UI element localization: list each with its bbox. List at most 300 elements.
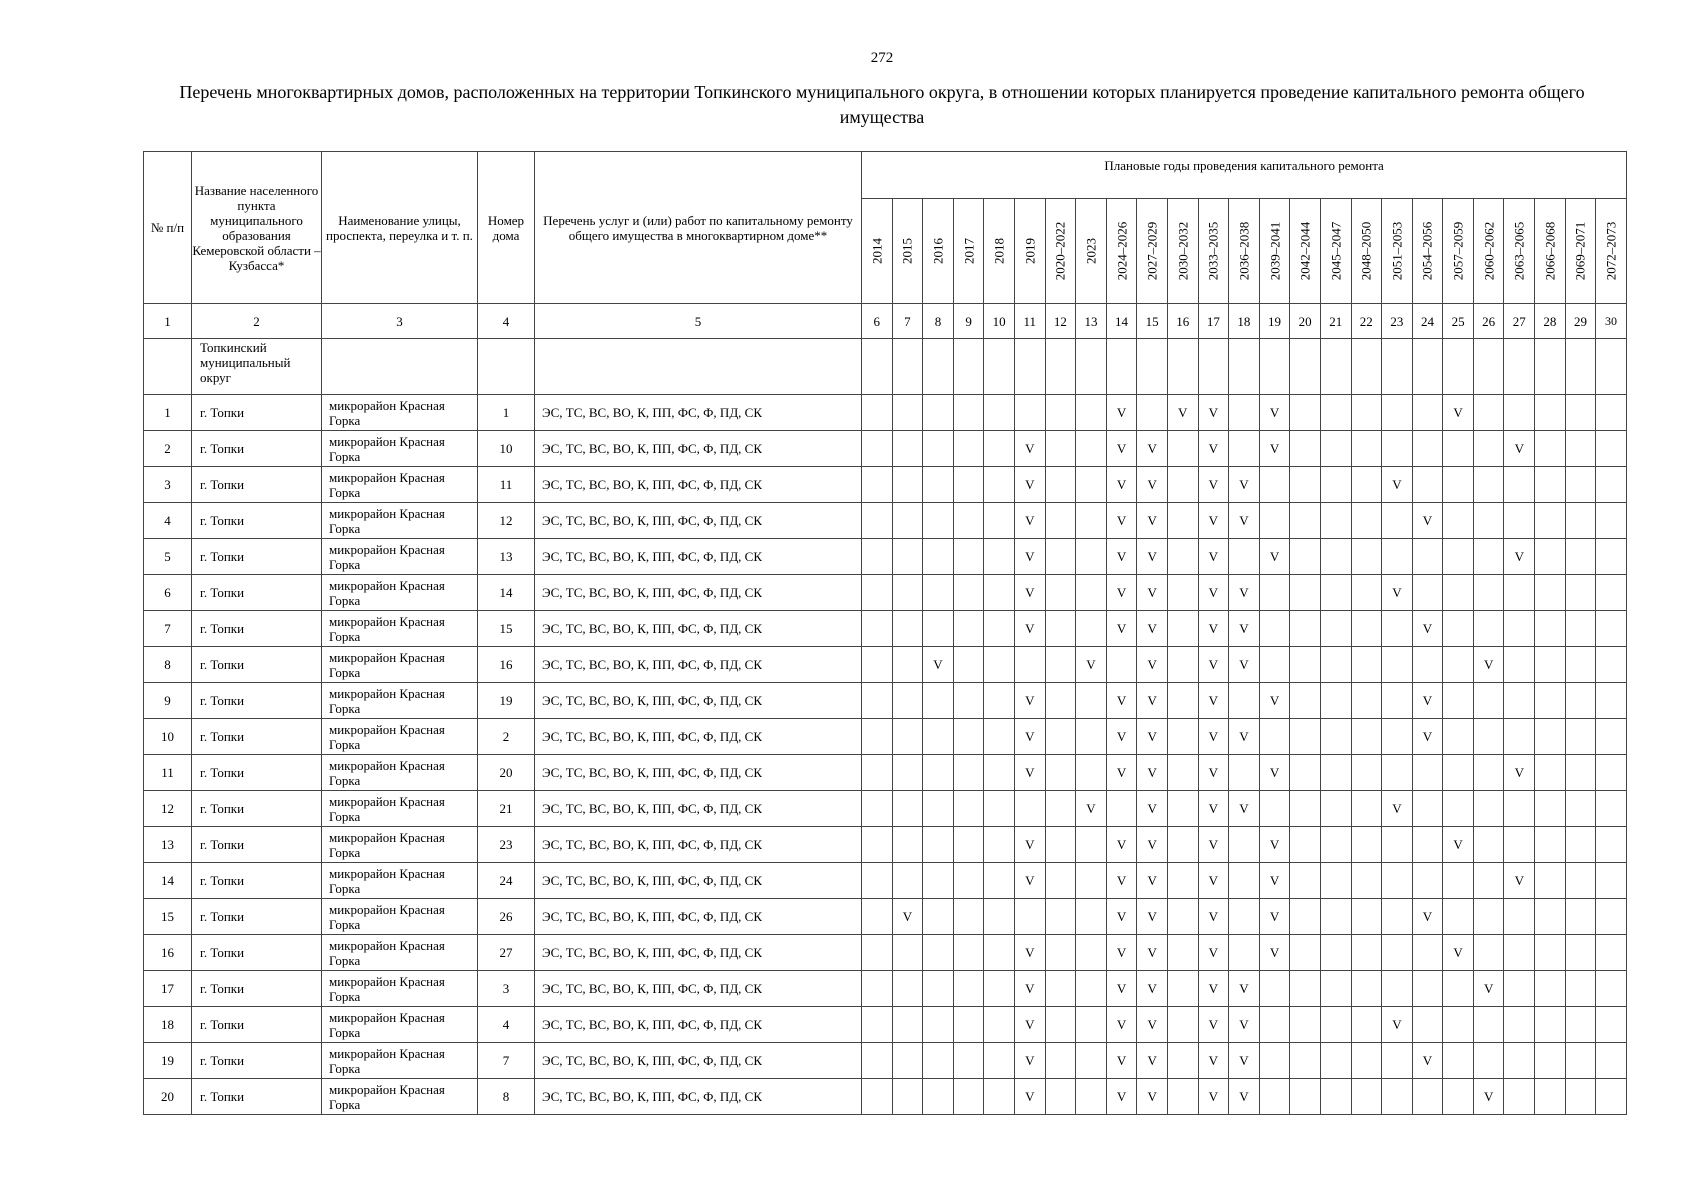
year-cell-empty bbox=[1290, 647, 1321, 683]
year-cell-empty bbox=[1351, 539, 1382, 575]
row-settlement: г. Топки bbox=[192, 503, 322, 539]
empty-cell bbox=[923, 339, 954, 395]
year-cell-empty bbox=[1167, 827, 1198, 863]
year-cell-empty bbox=[1535, 647, 1566, 683]
table-row bbox=[144, 539, 1627, 575]
year-cell-empty bbox=[1229, 755, 1260, 791]
year-cell-empty bbox=[984, 719, 1015, 755]
year-cell-empty bbox=[1412, 1007, 1443, 1043]
column-number: 15 bbox=[1137, 304, 1168, 339]
year-mark: V bbox=[923, 647, 954, 683]
document-title: Перечень многоквартирных домов, расположенных на территории Топкинского муниципального округа, в отношении которых планируется проведение капитального ремонта общего имущества bbox=[179, 82, 1585, 127]
year-mark: V bbox=[1106, 719, 1137, 755]
column-number: 22 bbox=[1351, 304, 1382, 339]
year-mark: V bbox=[1504, 539, 1535, 575]
year-cell-empty bbox=[1382, 503, 1413, 539]
header-year-label: 2014 bbox=[869, 238, 885, 264]
year-cell-empty bbox=[1167, 611, 1198, 647]
year-cell-empty bbox=[1504, 899, 1535, 935]
year-mark: V bbox=[1106, 827, 1137, 863]
row-settlement: г. Топки bbox=[192, 1079, 322, 1115]
row-house-number: 27 bbox=[478, 935, 535, 971]
year-cell-empty bbox=[1535, 755, 1566, 791]
year-cell-empty bbox=[1443, 611, 1474, 647]
year-cell-empty bbox=[1167, 719, 1198, 755]
year-cell-empty bbox=[862, 539, 893, 575]
year-mark: V bbox=[1198, 503, 1229, 539]
year-cell-empty bbox=[1290, 539, 1321, 575]
empty-cell bbox=[1596, 339, 1627, 395]
year-cell-empty bbox=[892, 755, 923, 791]
row-settlement: г. Топки bbox=[192, 791, 322, 827]
year-cell-empty bbox=[1167, 575, 1198, 611]
year-cell-empty bbox=[1014, 395, 1045, 431]
header-year-6 bbox=[1014, 199, 1045, 304]
year-cell-empty bbox=[1596, 1079, 1627, 1115]
year-cell-empty bbox=[1045, 899, 1076, 935]
year-cell-empty bbox=[953, 755, 984, 791]
header-year-7 bbox=[1045, 199, 1076, 304]
year-cell-empty bbox=[1076, 1079, 1107, 1115]
column-number: 26 bbox=[1473, 304, 1504, 339]
year-cell-empty bbox=[1045, 1043, 1076, 1079]
year-mark: V bbox=[1198, 647, 1229, 683]
year-cell-empty bbox=[1565, 503, 1596, 539]
year-cell-empty bbox=[1412, 863, 1443, 899]
year-mark: V bbox=[1137, 971, 1168, 1007]
year-cell-empty bbox=[923, 1007, 954, 1043]
year-mark: V bbox=[1259, 431, 1290, 467]
year-mark: V bbox=[1198, 719, 1229, 755]
year-cell-empty bbox=[1443, 863, 1474, 899]
year-cell-empty bbox=[1443, 1007, 1474, 1043]
row-works-list: ЭС, ТС, ВС, ВО, К, ПП, ФС, Ф, ПД, СК bbox=[535, 431, 862, 467]
year-cell-empty bbox=[892, 611, 923, 647]
year-cell-empty bbox=[1382, 539, 1413, 575]
year-cell-empty bbox=[1504, 575, 1535, 611]
year-mark: V bbox=[1014, 863, 1045, 899]
year-cell-empty bbox=[1382, 935, 1413, 971]
year-mark: V bbox=[1198, 539, 1229, 575]
year-cell-empty bbox=[1382, 1079, 1413, 1115]
year-mark: V bbox=[1198, 467, 1229, 503]
year-cell-empty bbox=[892, 467, 923, 503]
row-settlement: г. Топки bbox=[192, 1043, 322, 1079]
year-cell-empty bbox=[1351, 863, 1382, 899]
row-index: 14 bbox=[144, 863, 192, 899]
year-mark: V bbox=[1229, 1079, 1260, 1115]
year-cell-empty bbox=[1045, 1079, 1076, 1115]
year-cell-empty bbox=[1504, 611, 1535, 647]
year-cell-empty bbox=[1412, 827, 1443, 863]
year-cell-empty bbox=[1290, 611, 1321, 647]
year-cell-empty bbox=[1320, 683, 1351, 719]
empty-cell bbox=[1382, 339, 1413, 395]
row-street: микрорайон Красная Горка bbox=[322, 791, 478, 827]
year-cell-empty bbox=[892, 575, 923, 611]
row-house-number: 21 bbox=[478, 791, 535, 827]
row-settlement: г. Топки bbox=[192, 395, 322, 431]
year-mark: V bbox=[1137, 503, 1168, 539]
year-cell-empty bbox=[1045, 791, 1076, 827]
year-cell-empty bbox=[892, 1043, 923, 1079]
district-row bbox=[144, 339, 1627, 395]
year-cell-empty bbox=[1473, 863, 1504, 899]
row-index: 1 bbox=[144, 395, 192, 431]
year-cell-empty bbox=[862, 791, 893, 827]
year-cell-empty bbox=[1076, 503, 1107, 539]
empty-cell bbox=[478, 339, 535, 395]
year-cell-empty bbox=[1504, 1079, 1535, 1115]
year-cell-empty bbox=[1565, 827, 1596, 863]
header-year-3 bbox=[923, 199, 954, 304]
year-mark: V bbox=[892, 899, 923, 935]
year-cell-empty bbox=[1351, 1079, 1382, 1115]
row-index: 13 bbox=[144, 827, 192, 863]
year-cell-empty bbox=[923, 539, 954, 575]
year-mark: V bbox=[1259, 827, 1290, 863]
column-number: 3 bbox=[322, 304, 478, 339]
year-cell-empty bbox=[923, 971, 954, 1007]
year-cell-empty bbox=[1320, 431, 1351, 467]
column-number: 9 bbox=[953, 304, 984, 339]
year-cell-empty bbox=[923, 755, 954, 791]
header-year-label: 2054–2056 bbox=[1419, 221, 1435, 281]
year-mark: V bbox=[1473, 971, 1504, 1007]
year-mark: V bbox=[1198, 899, 1229, 935]
year-mark: V bbox=[1106, 467, 1137, 503]
year-mark: V bbox=[1106, 935, 1137, 971]
year-cell-empty bbox=[984, 1007, 1015, 1043]
year-cell-empty bbox=[1382, 431, 1413, 467]
year-cell-empty bbox=[1443, 1043, 1474, 1079]
year-cell-empty bbox=[1167, 683, 1198, 719]
year-cell-empty bbox=[1535, 971, 1566, 1007]
year-cell-empty bbox=[1167, 647, 1198, 683]
year-mark: V bbox=[1106, 683, 1137, 719]
year-cell-empty bbox=[1167, 863, 1198, 899]
year-cell-empty bbox=[1045, 683, 1076, 719]
row-settlement: г. Топки bbox=[192, 1007, 322, 1043]
year-cell-empty bbox=[1565, 467, 1596, 503]
year-cell-empty bbox=[1076, 611, 1107, 647]
year-mark: V bbox=[1106, 971, 1137, 1007]
year-cell-empty bbox=[1473, 1007, 1504, 1043]
year-cell-empty bbox=[953, 971, 984, 1007]
year-mark: V bbox=[1014, 827, 1045, 863]
year-mark: V bbox=[1198, 1043, 1229, 1079]
year-mark: V bbox=[1229, 575, 1260, 611]
column-number: 28 bbox=[1535, 304, 1566, 339]
year-cell-empty bbox=[1290, 899, 1321, 935]
year-cell-empty bbox=[1412, 431, 1443, 467]
year-cell-empty bbox=[862, 971, 893, 1007]
year-cell-empty bbox=[953, 1007, 984, 1043]
year-cell-empty bbox=[1320, 863, 1351, 899]
empty-cell bbox=[1229, 339, 1260, 395]
year-cell-empty bbox=[1320, 539, 1351, 575]
header-col-settlement: Название населенного пункта муниципального образования Кемеровской области – Кузбасса* bbox=[192, 152, 322, 304]
row-street: микрорайон Красная Горка bbox=[322, 755, 478, 791]
year-cell-empty bbox=[862, 935, 893, 971]
empty-cell bbox=[1137, 339, 1168, 395]
row-house-number: 3 bbox=[478, 971, 535, 1007]
row-index: 9 bbox=[144, 683, 192, 719]
year-cell-empty bbox=[1473, 539, 1504, 575]
year-mark: V bbox=[1137, 755, 1168, 791]
header-year-5 bbox=[984, 199, 1015, 304]
year-cell-empty bbox=[1504, 1007, 1535, 1043]
year-mark: V bbox=[1106, 899, 1137, 935]
year-cell-empty bbox=[1504, 467, 1535, 503]
year-mark: V bbox=[1167, 395, 1198, 431]
year-cell-empty bbox=[1443, 647, 1474, 683]
column-number: 25 bbox=[1443, 304, 1474, 339]
row-index: 7 bbox=[144, 611, 192, 647]
year-cell-empty bbox=[1596, 863, 1627, 899]
year-cell-empty bbox=[1412, 1079, 1443, 1115]
year-cell-empty bbox=[1443, 575, 1474, 611]
year-mark: V bbox=[1106, 1007, 1137, 1043]
column-number: 20 bbox=[1290, 304, 1321, 339]
year-cell-empty bbox=[984, 503, 1015, 539]
empty-cell bbox=[1535, 339, 1566, 395]
table-row bbox=[144, 611, 1627, 647]
year-mark: V bbox=[1137, 647, 1168, 683]
row-settlement: г. Топки bbox=[192, 863, 322, 899]
year-cell-empty bbox=[1167, 935, 1198, 971]
year-cell-empty bbox=[1596, 575, 1627, 611]
year-cell-empty bbox=[1290, 395, 1321, 431]
row-street: микрорайон Красная Горка bbox=[322, 431, 478, 467]
year-cell-empty bbox=[1351, 1043, 1382, 1079]
header-year-label: 2066–2068 bbox=[1542, 221, 1558, 281]
row-house-number: 16 bbox=[478, 647, 535, 683]
year-cell-empty bbox=[1412, 755, 1443, 791]
row-house-number: 10 bbox=[478, 431, 535, 467]
year-cell-empty bbox=[953, 647, 984, 683]
row-index: 11 bbox=[144, 755, 192, 791]
year-cell-empty bbox=[1290, 791, 1321, 827]
header-year-8 bbox=[1076, 199, 1107, 304]
year-mark: V bbox=[1229, 719, 1260, 755]
year-cell-empty bbox=[1351, 935, 1382, 971]
year-mark: V bbox=[1229, 791, 1260, 827]
year-cell-empty bbox=[1565, 935, 1596, 971]
row-house-number: 1 bbox=[478, 395, 535, 431]
year-cell-empty bbox=[862, 467, 893, 503]
year-mark: V bbox=[1259, 935, 1290, 971]
district-name: Топкинский муниципальный округ bbox=[192, 339, 322, 395]
column-number: 29 bbox=[1565, 304, 1596, 339]
year-cell-empty bbox=[1351, 791, 1382, 827]
year-cell-empty bbox=[953, 719, 984, 755]
row-works-list: ЭС, ТС, ВС, ВО, К, ПП, ФС, Ф, ПД, СК bbox=[535, 935, 862, 971]
year-cell-empty bbox=[953, 467, 984, 503]
year-cell-empty bbox=[923, 467, 954, 503]
year-cell-empty bbox=[1443, 539, 1474, 575]
year-mark: V bbox=[1198, 611, 1229, 647]
year-cell-empty bbox=[1596, 611, 1627, 647]
year-cell-empty bbox=[1535, 575, 1566, 611]
year-mark: V bbox=[1014, 755, 1045, 791]
year-cell-empty bbox=[1259, 719, 1290, 755]
year-cell-empty bbox=[1382, 395, 1413, 431]
header-years-group: Плановые годы проведения капитального ремонта bbox=[862, 152, 1627, 199]
year-mark: V bbox=[1106, 755, 1137, 791]
year-cell-empty bbox=[1443, 719, 1474, 755]
header-year-label: 2020–2022 bbox=[1052, 221, 1068, 281]
year-cell-empty bbox=[862, 575, 893, 611]
year-mark: V bbox=[1198, 863, 1229, 899]
row-index: 4 bbox=[144, 503, 192, 539]
header-year-14 bbox=[1259, 199, 1290, 304]
year-cell-empty bbox=[1535, 1079, 1566, 1115]
year-mark: V bbox=[1014, 935, 1045, 971]
row-index: 17 bbox=[144, 971, 192, 1007]
empty-cell bbox=[1014, 339, 1045, 395]
year-mark: V bbox=[1137, 1043, 1168, 1079]
column-number: 5 bbox=[535, 304, 862, 339]
year-cell-empty bbox=[1290, 1007, 1321, 1043]
year-cell-empty bbox=[1045, 467, 1076, 503]
table-row bbox=[144, 899, 1627, 935]
header-year-20 bbox=[1443, 199, 1474, 304]
row-works-list: ЭС, ТС, ВС, ВО, К, ПП, ФС, Ф, ПД, СК bbox=[535, 503, 862, 539]
year-cell-empty bbox=[1565, 611, 1596, 647]
year-cell-empty bbox=[862, 431, 893, 467]
year-cell-empty bbox=[984, 863, 1015, 899]
year-cell-empty bbox=[953, 683, 984, 719]
year-cell-empty bbox=[1412, 647, 1443, 683]
year-cell-empty bbox=[1320, 971, 1351, 1007]
row-street: микрорайон Красная Горка bbox=[322, 647, 478, 683]
year-cell-empty bbox=[1045, 431, 1076, 467]
row-house-number: 11 bbox=[478, 467, 535, 503]
year-cell-empty bbox=[1290, 683, 1321, 719]
row-settlement: г. Топки bbox=[192, 647, 322, 683]
year-cell-empty bbox=[1473, 467, 1504, 503]
header-year-18 bbox=[1382, 199, 1413, 304]
year-cell-empty bbox=[1535, 467, 1566, 503]
header-year-label: 2033–2035 bbox=[1205, 221, 1221, 281]
year-cell-empty bbox=[1535, 899, 1566, 935]
year-cell-empty bbox=[1259, 611, 1290, 647]
header-col-house: Номер дома bbox=[478, 152, 535, 304]
column-number: 27 bbox=[1504, 304, 1535, 339]
header-year-label: 2030–2032 bbox=[1175, 221, 1191, 281]
year-mark: V bbox=[1137, 539, 1168, 575]
year-mark: V bbox=[1198, 971, 1229, 1007]
year-cell-empty bbox=[1504, 827, 1535, 863]
year-cell-empty bbox=[862, 1043, 893, 1079]
year-cell-empty bbox=[953, 575, 984, 611]
row-house-number: 19 bbox=[478, 683, 535, 719]
year-cell-empty bbox=[1076, 935, 1107, 971]
row-index: 19 bbox=[144, 1043, 192, 1079]
row-house-number: 2 bbox=[478, 719, 535, 755]
row-works-list: ЭС, ТС, ВС, ВО, К, ПП, ФС, Ф, ПД, СК bbox=[535, 863, 862, 899]
year-cell-empty bbox=[1473, 431, 1504, 467]
year-cell-empty bbox=[1167, 503, 1198, 539]
year-cell-empty bbox=[1535, 395, 1566, 431]
year-mark: V bbox=[1137, 935, 1168, 971]
header-year-24 bbox=[1565, 199, 1596, 304]
year-cell-empty bbox=[1351, 755, 1382, 791]
year-cell-empty bbox=[1259, 971, 1290, 1007]
year-cell-empty bbox=[1320, 647, 1351, 683]
year-mark: V bbox=[1473, 647, 1504, 683]
row-settlement: г. Топки bbox=[192, 719, 322, 755]
column-number: 13 bbox=[1076, 304, 1107, 339]
year-cell-empty bbox=[1290, 1043, 1321, 1079]
year-cell-empty bbox=[984, 647, 1015, 683]
year-cell-empty bbox=[1351, 611, 1382, 647]
year-cell-empty bbox=[1167, 467, 1198, 503]
year-cell-empty bbox=[1535, 791, 1566, 827]
year-cell-empty bbox=[1351, 395, 1382, 431]
year-cell-empty bbox=[862, 827, 893, 863]
table-row bbox=[144, 503, 1627, 539]
year-cell-empty bbox=[1259, 467, 1290, 503]
year-cell-empty bbox=[1045, 827, 1076, 863]
year-cell-empty bbox=[1382, 647, 1413, 683]
year-mark: V bbox=[1198, 575, 1229, 611]
year-cell-empty bbox=[1504, 647, 1535, 683]
year-cell-empty bbox=[984, 899, 1015, 935]
year-cell-empty bbox=[1473, 791, 1504, 827]
year-cell-empty bbox=[1473, 683, 1504, 719]
year-cell-empty bbox=[1565, 1007, 1596, 1043]
year-cell-empty bbox=[1076, 575, 1107, 611]
row-works-list: ЭС, ТС, ВС, ВО, К, ПП, ФС, Ф, ПД, СК bbox=[535, 827, 862, 863]
year-cell-empty bbox=[1382, 683, 1413, 719]
header-year-label: 2051–2053 bbox=[1389, 221, 1405, 281]
table-row bbox=[144, 683, 1627, 719]
row-house-number: 14 bbox=[478, 575, 535, 611]
year-mark: V bbox=[1229, 1043, 1260, 1079]
year-mark: V bbox=[1106, 395, 1137, 431]
year-mark: V bbox=[1076, 647, 1107, 683]
row-street: микрорайон Красная Горка bbox=[322, 971, 478, 1007]
year-cell-empty bbox=[1504, 683, 1535, 719]
header-year-label: 2019 bbox=[1022, 238, 1038, 264]
column-number: 2 bbox=[192, 304, 322, 339]
year-cell-empty bbox=[984, 575, 1015, 611]
year-cell-empty bbox=[1473, 899, 1504, 935]
year-mark: V bbox=[1504, 755, 1535, 791]
year-cell-empty bbox=[1320, 503, 1351, 539]
year-cell-empty bbox=[1290, 719, 1321, 755]
year-cell-empty bbox=[1320, 755, 1351, 791]
year-cell-empty bbox=[953, 863, 984, 899]
row-settlement: г. Топки bbox=[192, 431, 322, 467]
row-works-list: ЭС, ТС, ВС, ВО, К, ПП, ФС, Ф, ПД, СК bbox=[535, 1007, 862, 1043]
year-cell-empty bbox=[984, 395, 1015, 431]
year-cell-empty bbox=[1565, 683, 1596, 719]
year-cell-empty bbox=[1504, 503, 1535, 539]
header-year-label: 2016 bbox=[930, 238, 946, 264]
year-cell-empty bbox=[1351, 719, 1382, 755]
year-cell-empty bbox=[923, 899, 954, 935]
year-cell-empty bbox=[1596, 395, 1627, 431]
table-row bbox=[144, 395, 1627, 431]
year-mark: V bbox=[1137, 683, 1168, 719]
year-cell-empty bbox=[1351, 431, 1382, 467]
year-cell-empty bbox=[1259, 1079, 1290, 1115]
year-cell-empty bbox=[1443, 467, 1474, 503]
year-mark: V bbox=[1198, 683, 1229, 719]
